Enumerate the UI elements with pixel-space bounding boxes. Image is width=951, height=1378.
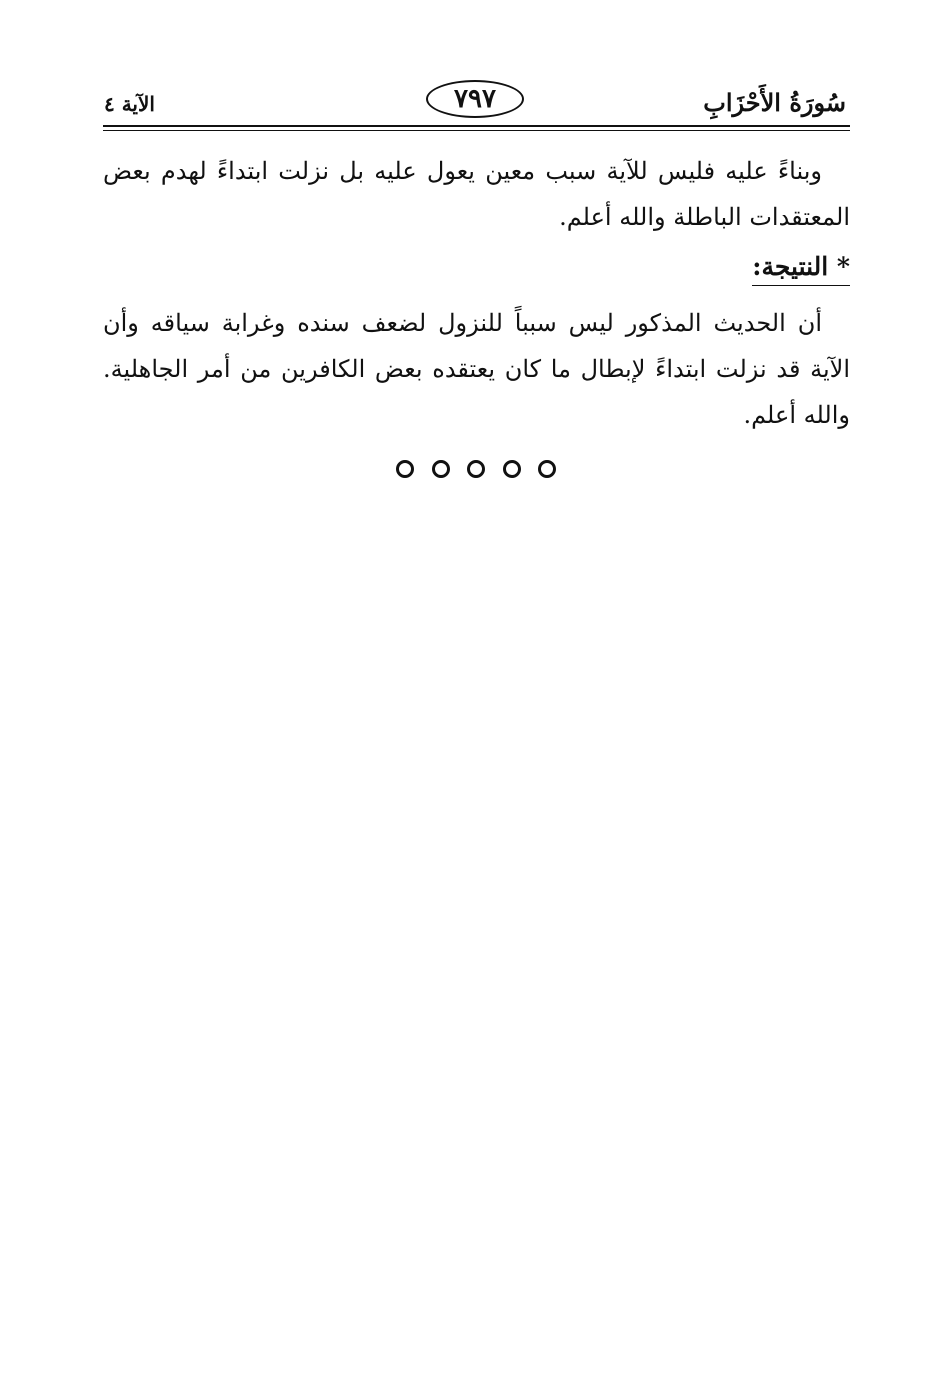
paragraph-2-text: أن الحديث المذكور ليس سبباً للنزول لضعف سنده وغرابة سياقه وأن الآية قد نزلت ابتداءً لإبطال ما كان يعتقده بعض الكافرين من أمر الجاهلية. والله أعلم. bbox=[103, 309, 850, 429]
ayah-reference: الآية ٤ bbox=[104, 92, 155, 116]
ornament-circle-icon bbox=[503, 460, 521, 478]
header-rule-thin bbox=[103, 130, 850, 131]
result-heading: * النتيجة: bbox=[752, 252, 850, 286]
header-rule-thick bbox=[103, 125, 850, 127]
ornament-circle-icon bbox=[432, 460, 450, 478]
paragraph-1-text: وبناءً عليه فليس للآية سبب معين يعول عليه بل نزلت ابتداءً لهدم بعض المعتقدات الباطلة والله أعلم. bbox=[103, 157, 850, 231]
surah-name: سُورَةُ الأَحْزَابِ bbox=[703, 88, 846, 117]
result-heading-wrap bbox=[752, 252, 850, 286]
ornament-circle-icon bbox=[538, 460, 556, 478]
paragraph-1 bbox=[103, 148, 850, 240]
ornament-circle-icon bbox=[467, 460, 485, 478]
section-end-ornament bbox=[396, 456, 556, 482]
ornament-circle-icon bbox=[396, 460, 414, 478]
paragraph-2 bbox=[103, 300, 850, 438]
page-header bbox=[100, 78, 850, 128]
page-number: ٧٩٧ bbox=[426, 80, 524, 118]
